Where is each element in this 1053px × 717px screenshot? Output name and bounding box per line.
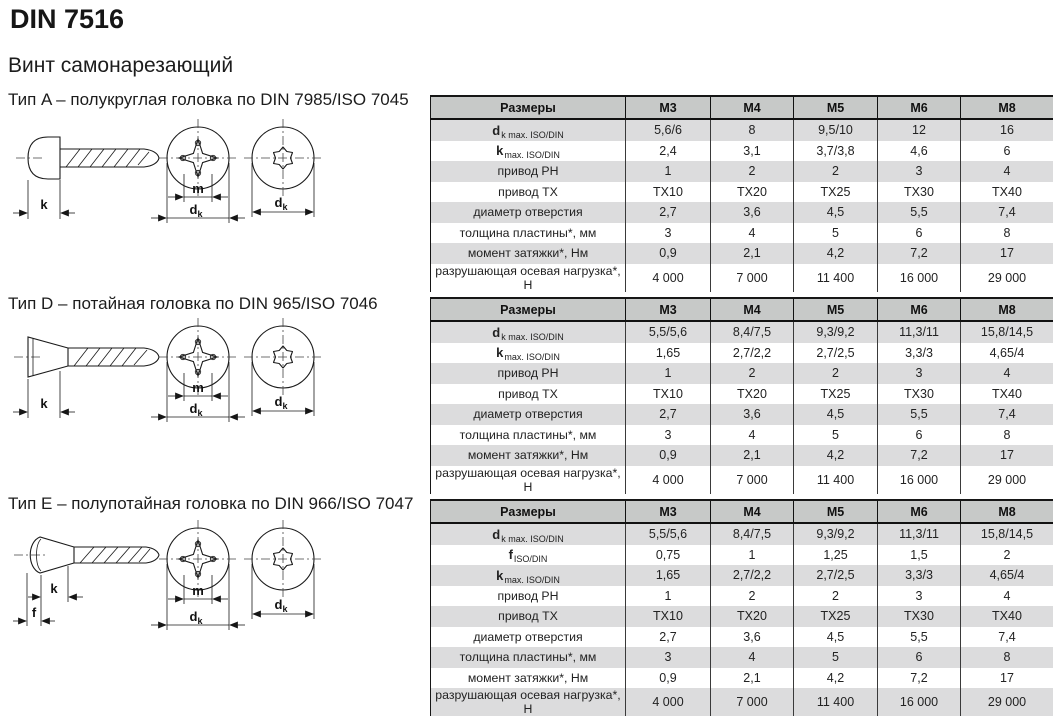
- spec-value: 3,7/3,8: [794, 141, 878, 162]
- page-title: DIN 7516: [10, 4, 125, 34]
- row-label-text: разрушающая осевая нагрузка*, Н: [435, 688, 621, 716]
- spec-value: 4,65/4: [961, 343, 1053, 364]
- row-label-text: момент затяжки*, Нм: [467, 670, 589, 685]
- spec-value: 2,1: [711, 668, 794, 689]
- row-label-subscript: max. ISO/DIN: [504, 574, 560, 585]
- row-label: [431, 321, 626, 343]
- row-label: [431, 202, 626, 223]
- spec-value: 3: [626, 647, 711, 668]
- spec-value: 17: [961, 445, 1053, 466]
- col-header-size: M3: [626, 298, 711, 321]
- dim-label-f: f: [31, 605, 37, 620]
- spec-value: 7,4: [961, 404, 1053, 425]
- spec-value: 7,4: [961, 202, 1053, 223]
- spec-value: 3,1: [711, 141, 794, 162]
- spec-value: 4: [961, 586, 1053, 607]
- col-header-size: M5: [794, 298, 878, 321]
- dim-label-dk: $d_k$: [189, 401, 203, 418]
- col-header-size: M3: [626, 96, 711, 119]
- spec-value: TX40: [961, 182, 1053, 203]
- row-label: [431, 445, 626, 466]
- spec-value: 4: [711, 647, 794, 668]
- spec-value: 16: [961, 119, 1053, 141]
- row-label-text: момент затяжки*, Нм: [467, 448, 589, 463]
- row-label: [431, 363, 626, 384]
- row-label: [431, 627, 626, 648]
- spec-value: 3: [878, 363, 961, 384]
- row-label-text: привод TX: [498, 609, 558, 624]
- section-heading-type-a: Тип A – полукруглая головка по DIN 7985/ISO 7045: [8, 90, 409, 109]
- row-label: [431, 223, 626, 244]
- spec-row: [431, 586, 1053, 607]
- spec-table: [430, 499, 1053, 716]
- spec-row: [431, 445, 1053, 466]
- table-header-row: [431, 500, 1053, 523]
- row-label-text: f: [508, 547, 513, 563]
- row-label: [431, 688, 626, 716]
- row-label-subscript: max. ISO/DIN: [504, 150, 560, 161]
- col-header-size: M8: [961, 500, 1053, 523]
- spec-value: 1: [626, 363, 711, 384]
- dim-label-m: m: [192, 380, 204, 395]
- spec-row: [431, 565, 1053, 586]
- spec-value: TX25: [794, 182, 878, 203]
- spec-table: [430, 95, 1053, 292]
- row-label-text: привод PH: [497, 164, 559, 179]
- row-label: [431, 264, 626, 292]
- spec-value: 3,6: [711, 627, 794, 648]
- spec-value: 9,3/9,2: [794, 523, 878, 545]
- col-header-size: M4: [711, 96, 794, 119]
- spec-value: 2,7: [626, 627, 711, 648]
- spec-value: 2,7: [626, 404, 711, 425]
- torx-recess-view: [244, 119, 322, 197]
- spec-value: 1: [711, 545, 794, 566]
- spec-value: 8: [711, 119, 794, 141]
- section-heading-type-e: Тип E – полупотайная головка по DIN 966/ISO 7047: [8, 494, 414, 513]
- spec-value: TX30: [878, 182, 961, 203]
- dim-label-dk: $d_k$: [189, 202, 203, 219]
- spec-value: 7,2: [878, 668, 961, 689]
- spec-value: 4,5: [794, 627, 878, 648]
- row-label: [431, 425, 626, 446]
- spec-value: 0,9: [626, 243, 711, 264]
- spec-value: 1: [626, 586, 711, 607]
- col-header-size: M6: [878, 298, 961, 321]
- row-label-text: толщина пластины*, мм: [459, 650, 597, 665]
- spec-value: TX20: [711, 182, 794, 203]
- spec-value: 4,5: [794, 404, 878, 425]
- dim-label-dk-torx: $d_k$: [274, 394, 288, 411]
- row-label-text: диаметр отверстия: [473, 205, 583, 220]
- spec-value: 11 400: [794, 264, 878, 292]
- spec-value: 6: [878, 647, 961, 668]
- spec-row: [431, 161, 1053, 182]
- spec-row: [431, 404, 1053, 425]
- spec-value: 7,2: [878, 243, 961, 264]
- spec-value: 2: [794, 161, 878, 182]
- spec-value: 2,7/2,2: [711, 343, 794, 364]
- spec-value: 2,1: [711, 243, 794, 264]
- spec-value: 2,4: [626, 141, 711, 162]
- spec-row: [431, 545, 1053, 566]
- row-label: [431, 586, 626, 607]
- row-label: [431, 606, 626, 627]
- spec-value: 4,65/4: [961, 565, 1053, 586]
- dim-label-m: m: [192, 583, 204, 598]
- dim-label-m: m: [192, 181, 204, 196]
- spec-row: [431, 264, 1053, 292]
- spec-value: 4,2: [794, 445, 878, 466]
- torx-recess-view: [244, 318, 322, 396]
- row-label-text: толщина пластины*, мм: [459, 427, 597, 442]
- row-label: [431, 668, 626, 689]
- spec-value: 4,2: [794, 243, 878, 264]
- spec-value: 3: [878, 161, 961, 182]
- spec-value: 7,2: [878, 445, 961, 466]
- dim-label-k: k: [40, 396, 48, 411]
- col-header-size: M8: [961, 298, 1053, 321]
- col-header-size: M4: [711, 500, 794, 523]
- spec-row: [431, 343, 1053, 364]
- spec-value: 7,4: [961, 627, 1053, 648]
- dim-label-k: k: [40, 197, 48, 212]
- spec-value: 29 000: [961, 466, 1053, 494]
- row-label: [431, 466, 626, 494]
- spec-row: [431, 223, 1053, 244]
- row-label: [431, 647, 626, 668]
- spec-value: 11,3/11: [878, 321, 961, 343]
- spec-row: [431, 523, 1053, 545]
- row-label-text: разрушающая осевая нагрузка*, Н: [435, 465, 621, 494]
- spec-value: 0,9: [626, 668, 711, 689]
- col-header-sizes: Размеры: [431, 500, 626, 523]
- spec-value: 7 000: [711, 688, 794, 716]
- table-header-row: [431, 96, 1053, 119]
- spec-value: 6: [961, 141, 1053, 162]
- row-label-subscript: max. ISO/DIN: [504, 352, 560, 363]
- row-label: [431, 545, 626, 566]
- spec-value: TX20: [711, 606, 794, 627]
- spec-row: [431, 668, 1053, 689]
- spec-value: 4,6: [878, 141, 961, 162]
- spec-value: 2,7/2,5: [794, 343, 878, 364]
- row-label-text: k: [496, 567, 504, 583]
- type-e-drawing: [8, 513, 408, 685]
- spec-value: 3: [878, 586, 961, 607]
- row-label-text: момент затяжки*, Нм: [467, 246, 589, 261]
- spec-value: 3: [626, 223, 711, 244]
- col-header-size: M3: [626, 500, 711, 523]
- spec-value: 4: [711, 223, 794, 244]
- spec-value: 8: [961, 647, 1053, 668]
- spec-value: 4,5: [794, 202, 878, 223]
- spec-value: 17: [961, 668, 1053, 689]
- col-header-sizes: Размеры: [431, 298, 626, 321]
- spec-value: 7 000: [711, 264, 794, 292]
- spec-value: 4 000: [626, 466, 711, 494]
- spec-value: TX10: [626, 384, 711, 405]
- row-label: [431, 243, 626, 264]
- spec-value: TX40: [961, 606, 1053, 627]
- spec-value: 8: [961, 223, 1053, 244]
- spec-row: [431, 688, 1053, 716]
- row-label: [431, 523, 626, 545]
- spec-value: 29 000: [961, 688, 1053, 716]
- type-d-drawing: [8, 315, 408, 455]
- row-label-text: привод TX: [498, 184, 558, 199]
- row-label: [431, 384, 626, 405]
- spec-value: 1,5: [878, 545, 961, 566]
- row-label: [431, 565, 626, 586]
- col-header-size: M5: [794, 500, 878, 523]
- spec-value: 4: [961, 363, 1053, 384]
- spec-value: 8,4/7,5: [711, 523, 794, 545]
- spec-value: 5,5/5,6: [626, 523, 711, 545]
- spec-value: 2,7: [626, 202, 711, 223]
- dim-label-dk-torx: $d_k$: [274, 597, 288, 614]
- row-label-text: привод PH: [497, 366, 559, 381]
- spec-value: 7 000: [711, 466, 794, 494]
- spec-value: 5,5: [878, 404, 961, 425]
- k-f-dimensions: [13, 566, 83, 626]
- spec-value: 3,3/3: [878, 343, 961, 364]
- spec-value: 2: [794, 586, 878, 607]
- spec-row: [431, 321, 1053, 343]
- spec-value: 3: [626, 425, 711, 446]
- spec-value: 12: [878, 119, 961, 141]
- row-label-subscript: k max. ISO/DIN: [501, 331, 564, 342]
- spec-value: 5: [794, 223, 878, 244]
- row-label-subscript: ISO/DIN: [513, 554, 548, 565]
- row-label-text: d: [492, 122, 501, 138]
- spec-value: 6: [878, 223, 961, 244]
- col-header-size: M5: [794, 96, 878, 119]
- spec-value: TX30: [878, 384, 961, 405]
- col-header-size: M8: [961, 96, 1053, 119]
- spec-value: 6: [878, 425, 961, 446]
- spec-value: 8: [961, 425, 1053, 446]
- spec-value: TX10: [626, 182, 711, 203]
- spec-value: 11,3/11: [878, 523, 961, 545]
- spec-value: 16 000: [878, 466, 961, 494]
- spec-row: [431, 384, 1053, 405]
- spec-value: 1,65: [626, 565, 711, 586]
- spec-table-container-type-a: [430, 95, 1053, 292]
- spec-value: 15,8/14,5: [961, 523, 1053, 545]
- spec-value: 11 400: [794, 466, 878, 494]
- spec-value: 4 000: [626, 264, 711, 292]
- row-label: [431, 161, 626, 182]
- spec-value: 11 400: [794, 688, 878, 716]
- spec-value: 4,2: [794, 668, 878, 689]
- type-a-drawing: [8, 116, 408, 256]
- spec-row: [431, 647, 1053, 668]
- spec-table-container-type-d: [430, 297, 1053, 494]
- spec-value: 1,65: [626, 343, 711, 364]
- row-label-text: диаметр отверстия: [473, 407, 583, 422]
- table-header-row: [431, 298, 1053, 321]
- row-label-text: диаметр отверстия: [473, 629, 583, 644]
- spec-value: 8,4/7,5: [711, 321, 794, 343]
- page-subtitle: Винт самонарезающий: [8, 54, 234, 77]
- spec-value: 2,7/2,5: [794, 565, 878, 586]
- spec-value: 15,8/14,5: [961, 321, 1053, 343]
- spec-table: [430, 297, 1053, 494]
- spec-value: 1,25: [794, 545, 878, 566]
- spec-value: 4: [961, 161, 1053, 182]
- row-label: [431, 404, 626, 425]
- spec-value: 2,1: [711, 445, 794, 466]
- row-label: [431, 182, 626, 203]
- spec-value: 2: [711, 586, 794, 607]
- spec-row: [431, 119, 1053, 141]
- spec-value: 2: [711, 363, 794, 384]
- col-header-size: M6: [878, 96, 961, 119]
- spec-value: 2: [711, 161, 794, 182]
- col-header-size: M6: [878, 500, 961, 523]
- row-label-text: k: [496, 345, 504, 361]
- spec-value: 1: [626, 161, 711, 182]
- spec-value: 2: [794, 363, 878, 384]
- row-label-text: привод PH: [497, 588, 559, 603]
- row-label-text: разрушающая осевая нагрузка*, Н: [435, 263, 621, 292]
- spec-value: TX40: [961, 384, 1053, 405]
- dim-label-k: k: [50, 581, 58, 596]
- col-header-sizes: Размеры: [431, 96, 626, 119]
- spec-value: 5,5/5,6: [626, 321, 711, 343]
- spec-value: 4 000: [626, 688, 711, 716]
- row-label-text: привод TX: [498, 386, 558, 401]
- spec-value: 2,7/2,2: [711, 565, 794, 586]
- row-label: [431, 119, 626, 141]
- spec-value: 5: [794, 647, 878, 668]
- spec-table-container-type-e: [430, 499, 1053, 716]
- row-label: [431, 343, 626, 364]
- row-label-text: k: [496, 143, 504, 159]
- spec-value: TX25: [794, 384, 878, 405]
- raised-countersunk-screw-side-view: [14, 537, 159, 573]
- row-label-subscript: k max. ISO/DIN: [501, 129, 564, 140]
- row-label-text: толщина пластины*, мм: [459, 225, 597, 240]
- spec-value: 4: [711, 425, 794, 446]
- spec-value: 16 000: [878, 688, 961, 716]
- torx-recess-view: [244, 520, 322, 598]
- spec-value: 9,5/10: [794, 119, 878, 141]
- spec-value: 16 000: [878, 264, 961, 292]
- row-label-subscript: k max. ISO/DIN: [501, 533, 564, 544]
- spec-value: TX30: [878, 606, 961, 627]
- spec-value: 5: [794, 425, 878, 446]
- spec-value: TX20: [711, 384, 794, 405]
- spec-value: TX25: [794, 606, 878, 627]
- spec-row: [431, 627, 1053, 648]
- spec-value: 5,6/6: [626, 119, 711, 141]
- row-label: [431, 141, 626, 162]
- section-heading-type-d: Тип D – потайная головка по DIN 965/ISO 7046: [8, 294, 378, 313]
- spec-value: 3,6: [711, 404, 794, 425]
- spec-row: [431, 202, 1053, 223]
- spec-row: [431, 425, 1053, 446]
- spec-value: 0,9: [626, 445, 711, 466]
- spec-row: [431, 243, 1053, 264]
- spec-value: TX10: [626, 606, 711, 627]
- spec-value: 0,75: [626, 545, 711, 566]
- spec-row: [431, 606, 1053, 627]
- spec-row: [431, 182, 1053, 203]
- spec-value: 2: [961, 545, 1053, 566]
- spec-value: 9,3/9,2: [794, 321, 878, 343]
- dim-label-dk: $d_k$: [189, 609, 203, 626]
- col-header-size: M4: [711, 298, 794, 321]
- spec-row: [431, 466, 1053, 494]
- spec-value: 5,5: [878, 202, 961, 223]
- spec-row: [431, 363, 1053, 384]
- spec-value: 29 000: [961, 264, 1053, 292]
- spec-value: 3,3/3: [878, 565, 961, 586]
- pan-head-screw-side-view: [16, 137, 159, 179]
- countersunk-screw-side-view: [14, 337, 159, 377]
- row-label-text: d: [492, 526, 501, 542]
- dim-label-dk-torx: $d_k$: [274, 195, 288, 212]
- spec-row: [431, 141, 1053, 162]
- spec-value: 3,6: [711, 202, 794, 223]
- row-label-text: d: [492, 324, 501, 340]
- spec-value: 5,5: [878, 627, 961, 648]
- spec-value: 17: [961, 243, 1053, 264]
